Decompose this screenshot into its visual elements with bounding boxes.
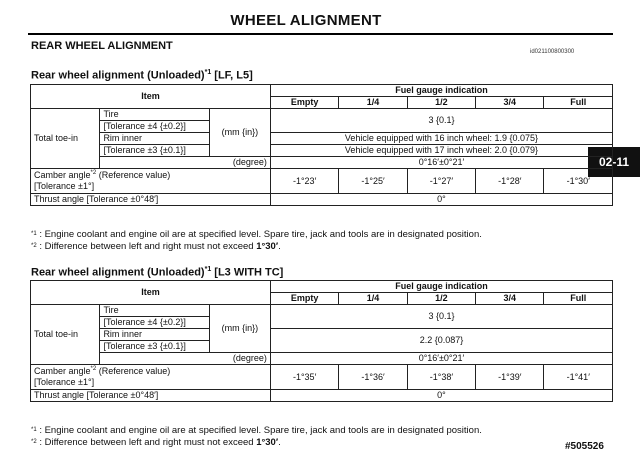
- toe-degree-value: 0°16′±0°21′: [270, 157, 612, 169]
- title-divider: [28, 33, 613, 35]
- header-item: Item: [31, 85, 271, 109]
- unit-degree: (degree): [100, 157, 270, 169]
- table-title-lf-l5: Rear wheel alignment (Unloaded)$^{*1}$ [LF, L5]: [31, 69, 253, 82]
- row-total-toe-in: Total toe-in: [31, 305, 100, 365]
- tire-label: Tire: [100, 305, 209, 317]
- rim-tolerance: [Tolerance ±3 {±0.1}]: [100, 341, 209, 353]
- camber-value: -1°39′: [476, 365, 544, 390]
- header-level: 1/2: [407, 97, 475, 109]
- rim-label: Rim inner: [100, 133, 209, 145]
- document-id: id021100800300: [530, 49, 575, 55]
- camber-value: -1°36′: [339, 365, 407, 390]
- section-tab[interactable]: 02-11: [588, 147, 640, 177]
- header-item: Item: [31, 281, 271, 305]
- section-heading: REAR WHEEL ALIGNMENT: [31, 40, 173, 52]
- table-title-l3-with-tc: Rear wheel alignment (Unloaded)$^{*1}$ [L3 WITH TC]: [31, 266, 284, 279]
- thrust-label: Thrust angle [Tolerance ±0°48′]: [31, 194, 271, 206]
- header-fuel-gauge: Fuel gauge indication: [270, 85, 612, 97]
- toe-degree-value: 0°16′±0°21′: [270, 353, 612, 365]
- rim-toe-value-16: Vehicle equipped with 16 inch wheel: 1.9 {0.075}: [270, 133, 612, 145]
- header-level: 3/4: [476, 97, 544, 109]
- camber-value: -1°35′: [270, 365, 338, 390]
- note-1: $^{*1}$ : Engine coolant and engine oil are at specified level. Spare tire, jack and tools are in designated position.: [31, 229, 482, 240]
- camber-label: Camber angle$^{*2}$ (Reference value) [Tolerance ±1°]: [31, 365, 271, 390]
- note-2: $^{*2}$ : Difference between left and right must not exceed 1°30′.: [31, 437, 281, 448]
- camber-value: -1°27′: [407, 169, 475, 194]
- unit-mm-in: (mm {in}): [209, 109, 270, 157]
- camber-label: Camber angle$^{*2}$ (Reference value) [Tolerance ±1°]: [31, 169, 271, 194]
- tire-tolerance: [Tolerance ±4 {±0.2}]: [100, 317, 209, 329]
- header-level: Empty: [270, 293, 338, 305]
- thrust-value: 0°: [270, 194, 612, 206]
- camber-value: -1°30′: [544, 169, 613, 194]
- camber-value: -1°23′: [270, 169, 338, 194]
- thrust-value: 0°: [270, 390, 612, 402]
- alignment-table-lf-l5: [30, 84, 613, 206]
- rim-toe-value: 2.2 {0.087}: [270, 329, 612, 353]
- header-fuel-gauge: Fuel gauge indication: [270, 281, 612, 293]
- header-level: Empty: [270, 97, 338, 109]
- header-level: 1/4: [339, 97, 407, 109]
- header-level: 1/4: [339, 293, 407, 305]
- tire-toe-value: 3 {0.1}: [270, 109, 612, 133]
- page-title: WHEEL ALIGNMENT: [230, 12, 382, 29]
- camber-value: -1°28′: [476, 169, 544, 194]
- header-level: Full: [544, 293, 613, 305]
- header-level: 3/4: [476, 293, 544, 305]
- thrust-label: Thrust angle [Tolerance ±0°48′]: [31, 390, 271, 402]
- note-1: $^{*1}$ : Engine coolant and engine oil are at specified level. Spare tire, jack and tools are in designated position.: [31, 425, 482, 436]
- rim-toe-value-17: Vehicle equipped with 17 inch wheel: 2.0 {0.079}: [270, 145, 612, 157]
- tire-label: Tire: [100, 109, 209, 121]
- row-total-toe-in: Total toe-in: [31, 109, 100, 169]
- camber-value: -1°41′: [544, 365, 613, 390]
- alignment-table-l3-with-tc: [30, 280, 613, 402]
- tire-toe-value: 3 {0.1}: [270, 305, 612, 329]
- unit-degree: (degree): [100, 353, 270, 365]
- document-stamp: #505526: [565, 441, 604, 452]
- camber-value: -1°38′: [407, 365, 475, 390]
- rim-label: Rim inner: [100, 329, 209, 341]
- camber-value: -1°25′: [339, 169, 407, 194]
- unit-mm-in: (mm {in}): [209, 305, 270, 353]
- tire-tolerance: [Tolerance ±4 {±0.2}]: [100, 121, 209, 133]
- note-2: $^{*2}$ : Difference between left and right must not exceed 1°30′.: [31, 241, 281, 252]
- rim-tolerance: [Tolerance ±3 {±0.1}]: [100, 145, 209, 157]
- header-level: 1/2: [407, 293, 475, 305]
- header-level: Full: [544, 97, 613, 109]
